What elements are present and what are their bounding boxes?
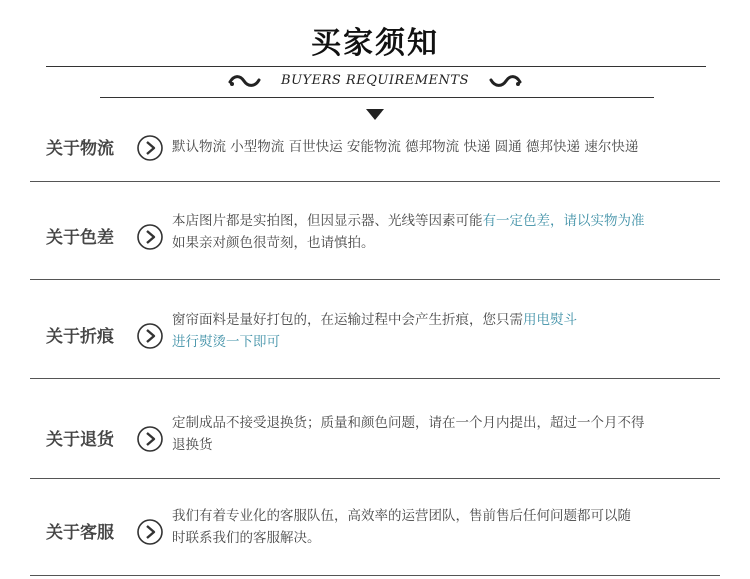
- chevron-circle-icon: [136, 425, 164, 453]
- subtitle-row: [0, 70, 750, 94]
- text-line-1: 默认物流 小型物流 百世快运 安能物流 德邦物流 快递 圆通 德邦快递 速尔快递: [172, 139, 639, 155]
- text-line-2: 如果亲对颜色很苛刻，也请慎拍。: [172, 235, 375, 251]
- section-text: [172, 210, 712, 254]
- chevron-circle-icon: [136, 322, 164, 350]
- text-line-2: 时联系我们的客服解决。: [172, 530, 321, 546]
- section-divider: [30, 478, 720, 479]
- section-label: 关于物流: [46, 139, 114, 159]
- section-label: 关于折痕: [46, 327, 114, 347]
- section-divider: [30, 181, 720, 182]
- section-text: [172, 412, 712, 456]
- section-customer-service: [30, 502, 720, 562]
- text-line-1: 窗帘面料是量好打包的，在运输过程中会产生折痕，您只需: [172, 312, 523, 328]
- text-line-1: 我们有着专业化的客服队伍，高效率的运营团队，售前售后任何问题都可以随: [172, 508, 631, 524]
- chevron-circle-icon: [136, 223, 164, 251]
- subtitle: BUYERS REQUIREMENTS: [281, 73, 469, 88]
- text-line-1-highlight: 有一定色差，请以实物为准: [482, 213, 645, 229]
- left-swirl-icon: [228, 73, 262, 89]
- section-divider: [30, 279, 720, 280]
- section-color-difference: [30, 207, 720, 267]
- section-divider: [30, 378, 720, 379]
- section-label: 关于退货: [46, 430, 114, 450]
- section-returns: [30, 409, 720, 469]
- right-swirl-icon: [488, 73, 522, 89]
- chevron-circle-icon: [136, 518, 164, 546]
- text-line-1: 本店图片都是实拍图，但因显示器、光线等因素可能: [172, 213, 483, 229]
- section-logistics: [30, 130, 720, 170]
- page-title: 买家须知: [311, 26, 439, 61]
- text-line-2-highlight: 进行熨烫一下即可: [172, 334, 280, 350]
- text-line-2: 退换货: [172, 437, 213, 453]
- chevron-circle-icon: [136, 134, 164, 162]
- section-label: 关于客服: [46, 523, 114, 543]
- subtitle-divider: [100, 97, 654, 98]
- section-label: 关于色差: [46, 228, 114, 248]
- title-divider: [46, 66, 706, 67]
- section-creases: [30, 306, 720, 366]
- section-text: [172, 309, 712, 353]
- section-text: [172, 136, 712, 158]
- down-arrow-icon: [366, 109, 384, 121]
- text-line-1: 定制成品不接受退换货；质量和颜色问题，请在一个月内提出，超过一个月不得: [172, 415, 645, 431]
- text-line-1-highlight: 用电熨斗: [523, 312, 577, 328]
- section-text: [172, 505, 712, 549]
- section-divider: [30, 575, 720, 576]
